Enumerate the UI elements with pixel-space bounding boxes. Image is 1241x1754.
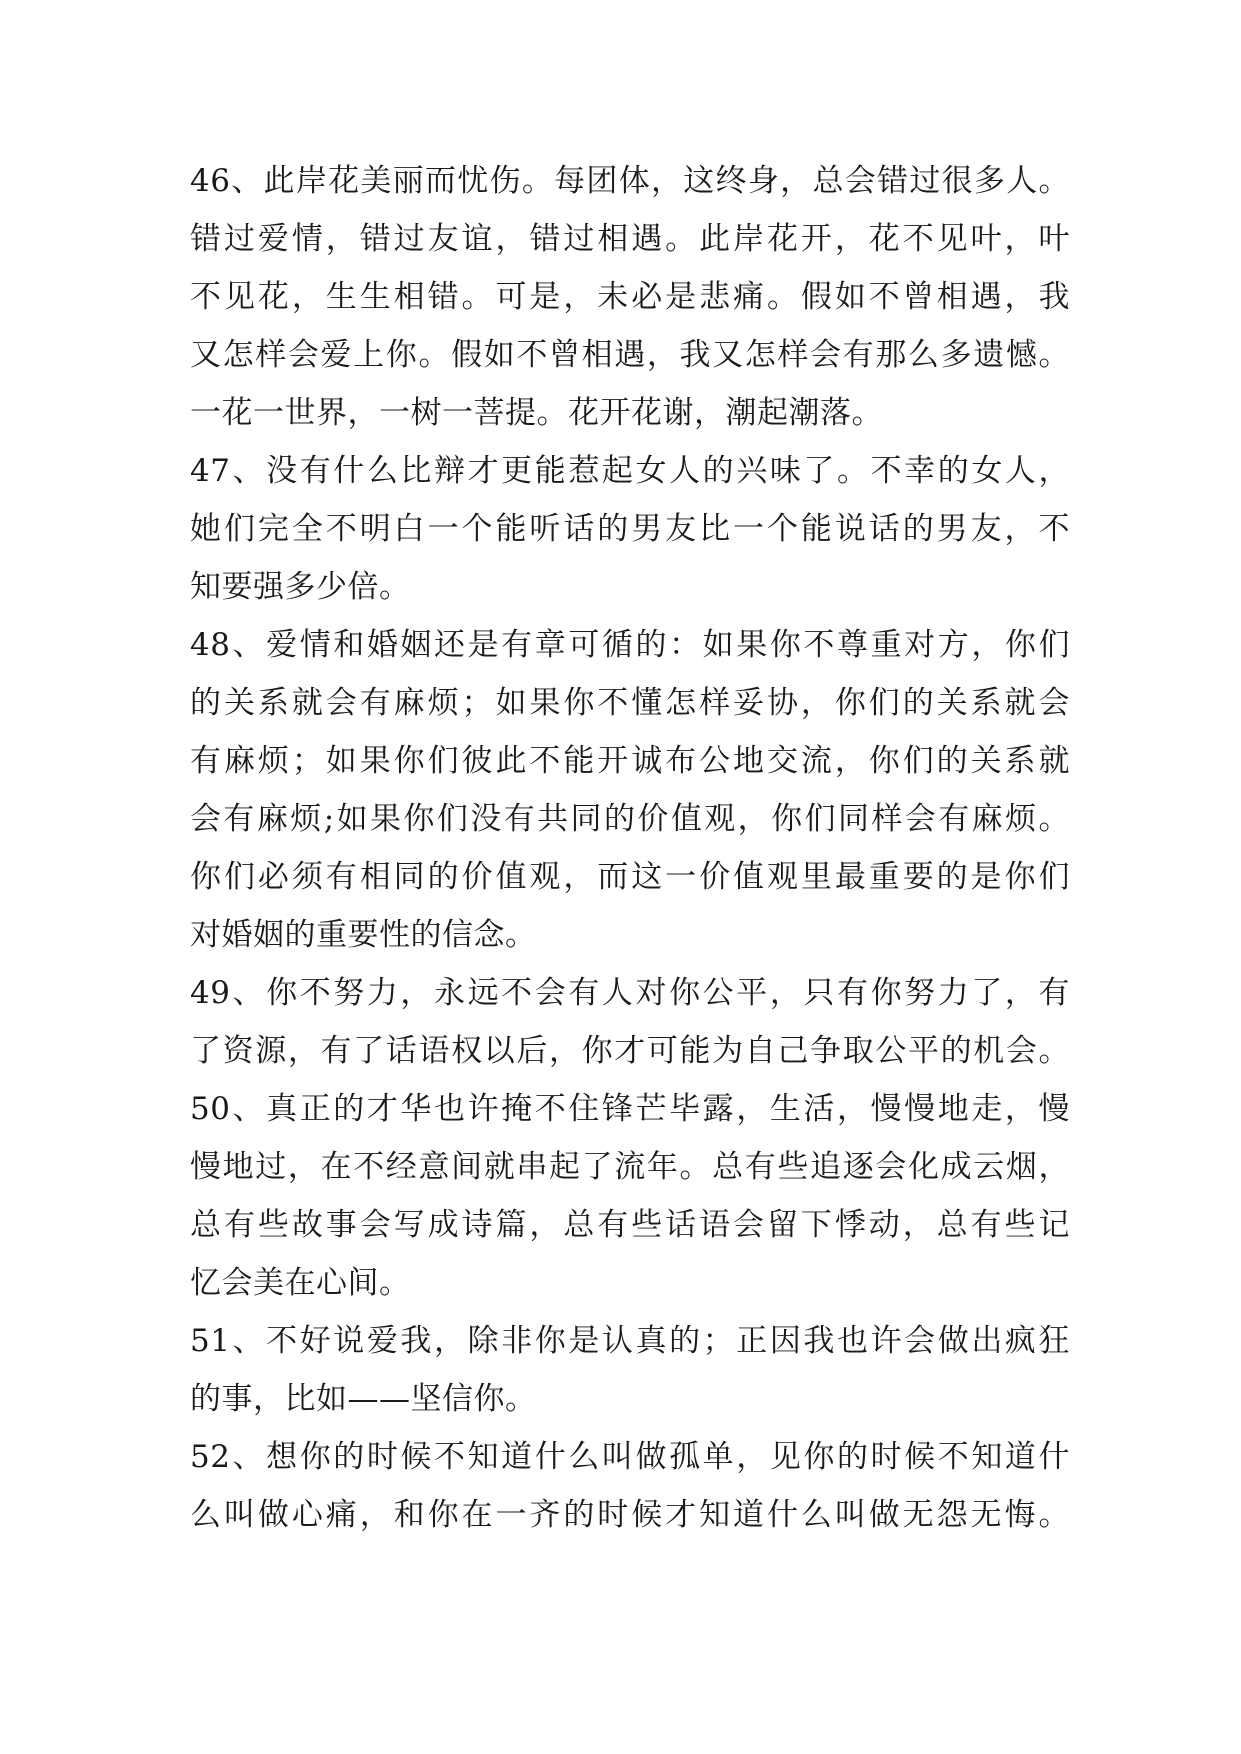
paragraph-47	[190, 442, 1070, 616]
text-line: 的关系就会有麻烦；如果你不懂怎样妥协，你们的关系就会	[190, 685, 1070, 721]
paragraph-46	[190, 152, 1070, 442]
text-line: 总有些故事会写成诗篇，总有些话语会留下悸动，总有些记	[190, 1207, 1070, 1243]
text-line: 她们完全不明白一个能听话的男友比一个能说话的男友，不	[190, 511, 1070, 547]
paragraph-50	[190, 1080, 1070, 1312]
text-line: 错过爱情，错过友谊，错过相遇。此岸花开，花不见叶，叶	[190, 221, 1070, 257]
text-line: 50、真正的才华也许掩不住锋芒毕露，生活，慢慢地走，慢	[190, 1091, 1070, 1127]
text-line: 知要强多少倍。	[190, 569, 411, 605]
text-line: 一花一世界，一树一菩提。花开花谢，潮起潮落。	[190, 395, 883, 431]
text-line: 么叫做心痛，和你在一齐的时候才知道什么叫做无怨无悔。	[190, 1497, 1070, 1533]
text-line: 你们必须有相同的价值观，而这一价值观里最重要的是你们	[190, 859, 1070, 895]
text-line: 不见花，生生相错。可是，未必是悲痛。假如不曾相遇，我	[190, 279, 1070, 315]
paragraph-51	[190, 1312, 1070, 1428]
text-line: 52、想你的时候不知道什么叫做孤单，见你的时候不知道什	[190, 1439, 1070, 1475]
paragraph-49	[190, 964, 1070, 1080]
text-line: 慢地过，在不经意间就串起了流年。总有些追逐会化成云烟，	[190, 1149, 1070, 1185]
text-line: 的事，比如——坚信你。	[190, 1381, 537, 1417]
text-line: 忆会美在心间。	[190, 1265, 411, 1301]
text-line: 51、不好说爱我，除非你是认真的；正因我也许会做出疯狂	[190, 1323, 1070, 1359]
text-line: 了资源，有了话语权以后，你才可能为自己争取公平的机会。	[190, 1033, 1070, 1069]
text-line: 49、你不努力，永远不会有人对你公平，只有你努力了，有	[190, 975, 1070, 1011]
document-body	[190, 152, 1070, 1544]
paragraph-52	[190, 1428, 1070, 1544]
text-line: 又怎样会爱上你。假如不曾相遇，我又怎样会有那么多遗憾。	[190, 337, 1070, 373]
text-line: 48、爱情和婚姻还是有章可循的：如果你不尊重对方，你们	[190, 627, 1070, 663]
text-line: 46、此岸花美丽而忧伤。每团体，这终身，总会错过很多人。	[190, 163, 1070, 199]
text-line: 47、没有什么比辩才更能惹起女人的兴味了。不幸的女人，	[190, 453, 1070, 489]
text-line: 有麻烦；如果你们彼此不能开诚布公地交流，你们的关系就	[190, 743, 1070, 779]
text-line: 会有麻烦;如果你们没有共同的价值观，你们同样会有麻烦。	[190, 801, 1070, 837]
paragraph-48	[190, 616, 1070, 964]
text-line: 对婚姻的重要性的信念。	[190, 917, 537, 953]
